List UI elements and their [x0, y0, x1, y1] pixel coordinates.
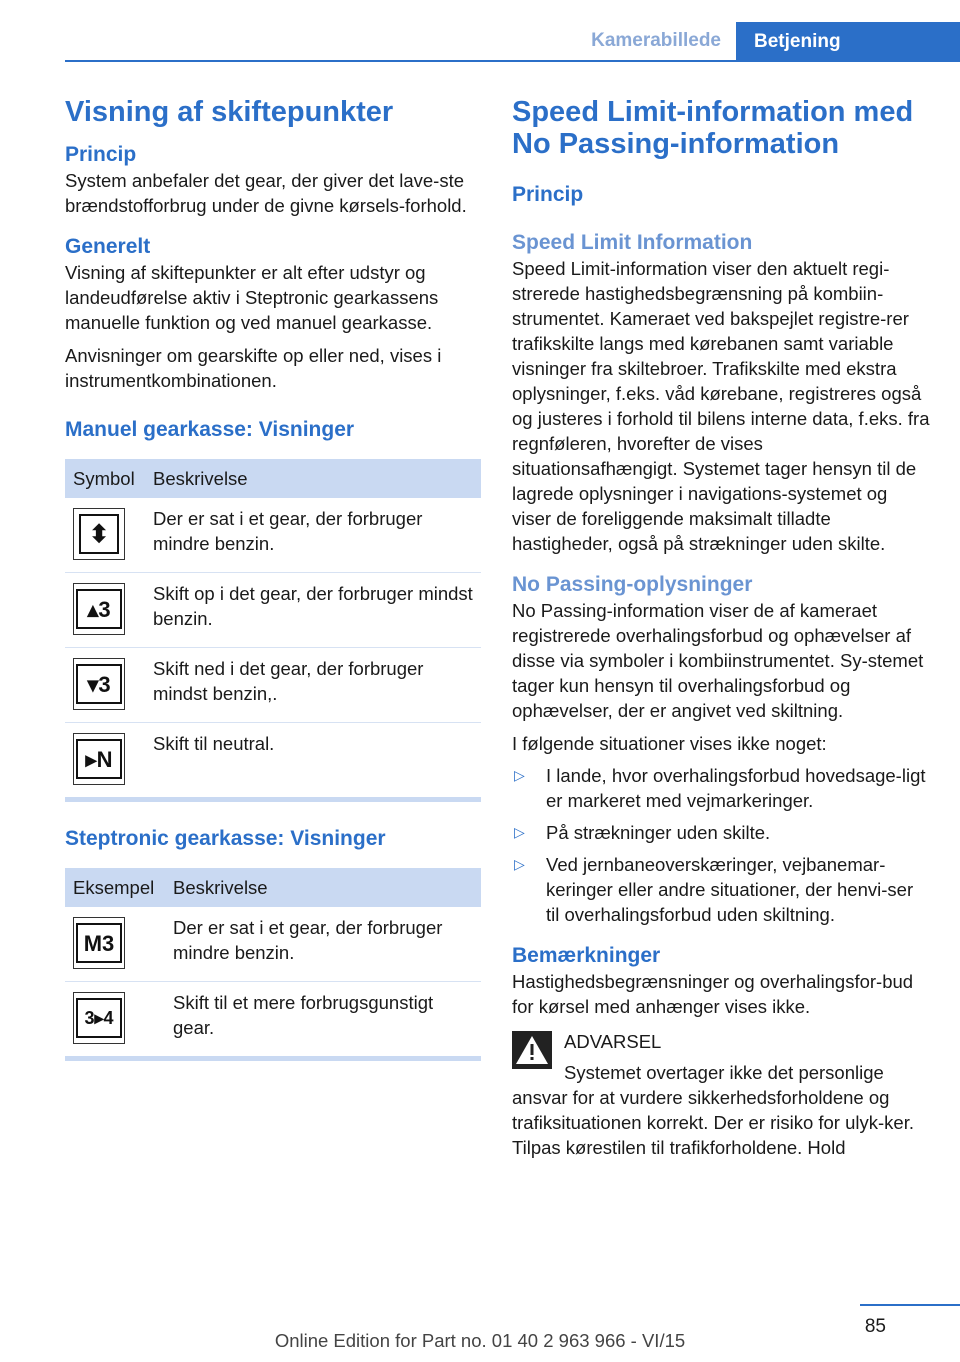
section-title: Visning af skiftepunkter: [65, 96, 394, 128]
table-header-row: [65, 868, 481, 907]
footer-rule: [860, 1304, 960, 1306]
bullet-icon: ▷: [514, 856, 525, 872]
table-row: [65, 723, 481, 798]
list-item: ▷ I lande, hvor overhalingsforbud hovedsage-ligt er markeret med vejmarkeringer.: [514, 765, 926, 811]
list-item: ▷ På strækninger uden skilte.: [514, 822, 771, 843]
table-row: [65, 498, 481, 573]
bullet-icon: ▷: [514, 767, 525, 783]
table-header-row: [65, 459, 481, 498]
princip-heading: Princip: [512, 183, 584, 206]
table-row: [65, 982, 481, 1057]
notes-heading: Bemærkninger: [512, 944, 661, 967]
row-description: Der er sat i et gear, der forbruger mindre benzin.: [165, 907, 481, 982]
header-chapter: Betjening: [736, 22, 960, 62]
gear-optimal-icon: ⬍: [73, 508, 125, 560]
table-row: [65, 907, 481, 982]
row-description: Skift til neutral.: [153, 733, 275, 754]
table-row: [65, 573, 481, 648]
steptronic-heading: Steptronic gearkasse: Visninger: [65, 827, 386, 850]
warning-icon: [512, 1031, 552, 1069]
shift-up-icon: ▴3: [73, 583, 125, 635]
table-row: [65, 648, 481, 723]
header-rule: [65, 60, 960, 62]
table-header-example: Eksempel: [65, 868, 165, 907]
row-description: Skift op i det gear, der forbruger mindst benzin.: [145, 573, 481, 648]
page-number: 85: [864, 1316, 886, 1337]
no-passing-text: No Passing-information viser de af kameraet registrerede overhalingsforbud og ophævelser af disse via symboler i kombiinstrumentet. Sy-stemet tager kun hensyn til overhalingsforbud og ophævelser, der er angivet ved skiltning.: [512, 600, 924, 721]
sli-heading: Speed Limit Information: [512, 231, 753, 254]
no-passing-intro: I følgende situationer vises ikke noget:: [512, 733, 827, 754]
right-column: [512, 96, 930, 1160]
manual-table: [65, 459, 481, 797]
warning-block: [512, 1029, 930, 1160]
table-header-symbol: Symbol: [65, 459, 145, 498]
generelt-paragraph-1: Visning af skiftepunkter er alt efter udstyr og landeudførelse aktiv i Steptronic gearkassens manuelle funktion og ved manuel gearkasse.: [65, 262, 439, 333]
neutral-icon: ▸N: [73, 733, 125, 785]
princip-heading: Princip: [65, 143, 137, 166]
table-header-description: Beskrivelse: [165, 868, 481, 907]
header-section: Kamerabillede: [591, 30, 721, 51]
table-end-bar: [65, 1056, 481, 1061]
warning-title: ADVARSEL: [564, 1031, 662, 1052]
notes-text: Hastighedsbegrænsninger og overhalingsfor-bud for kørsel med anhænger vises ikke.: [512, 971, 914, 1017]
left-column: [65, 96, 481, 1061]
no-passing-heading: No Passing-oplysninger: [512, 573, 753, 596]
manual-gear-icon: M3: [73, 917, 125, 969]
footer-edition: Online Edition for Part no. 01 40 2 963 966 - VI/15: [274, 1330, 686, 1351]
bullet-icon: ▷: [514, 824, 525, 840]
row-description: Der er sat i et gear, der forbruger mindre benzin.: [145, 498, 481, 573]
section-title: Speed Limit-information med No Passing-information: [512, 96, 914, 160]
shift-recommend-icon: 3▸4: [73, 992, 125, 1044]
sli-text: Speed Limit-information viser den aktuelt regi-strerede hastighedsbegrænsning på kombiin-strumentet. Kameraet ved bakspejlet registre-rer trafikskilte langs med kørebanen samt variable visninger fra skiltebroer. Trafikskilte med ekstra oplysninger, f.eks. våd kørebane, registreres også og justeres i forhold til bilens interne data, f.eks. fra regnføleren, hvorefter de vises situationsafhængigt. Systemet tager hensyn til de lagrede oplysninger i navigations-systemet og viser de foreliggende maksimalt tilladte hastigheder, også på strækninger uden skilte.: [512, 258, 930, 554]
table-header-description: Beskrivelse: [145, 459, 481, 498]
list-item: ▷ Ved jernbaneoverskæringer, vejbanemar-keringer eller andre situationer, der henvi-ser til overhalingsforbud uden skiltning.: [514, 854, 914, 925]
shift-down-icon: ▾3: [73, 658, 125, 710]
generelt-heading: Generelt: [65, 235, 151, 258]
steptronic-table: [65, 868, 481, 1056]
warning-text: Systemet overtager ikke det personlige ansvar for at vurdere sikkerhedsforholdene og trafiksituationen korrekt. Der er risiko for ulyk-ker. Tilpas kørestilen til trafikforholdene. Hold: [512, 1062, 914, 1158]
row-description: Skift ned i det gear, der forbruger mindst benzin,.: [145, 648, 481, 723]
manual-heading: Manuel gearkasse: Visninger: [65, 418, 355, 441]
princip-text: System anbefaler det gear, der giver det lave-ste brændstofforbrug under de givne kørsels-forhold.: [65, 170, 467, 216]
generelt-paragraph-2: Anvisninger om gearskifte op eller ned, vises i instrumentkombinationen.: [65, 345, 442, 391]
row-description: Skift til et mere forbrugsgunstigt gear.: [173, 992, 434, 1038]
